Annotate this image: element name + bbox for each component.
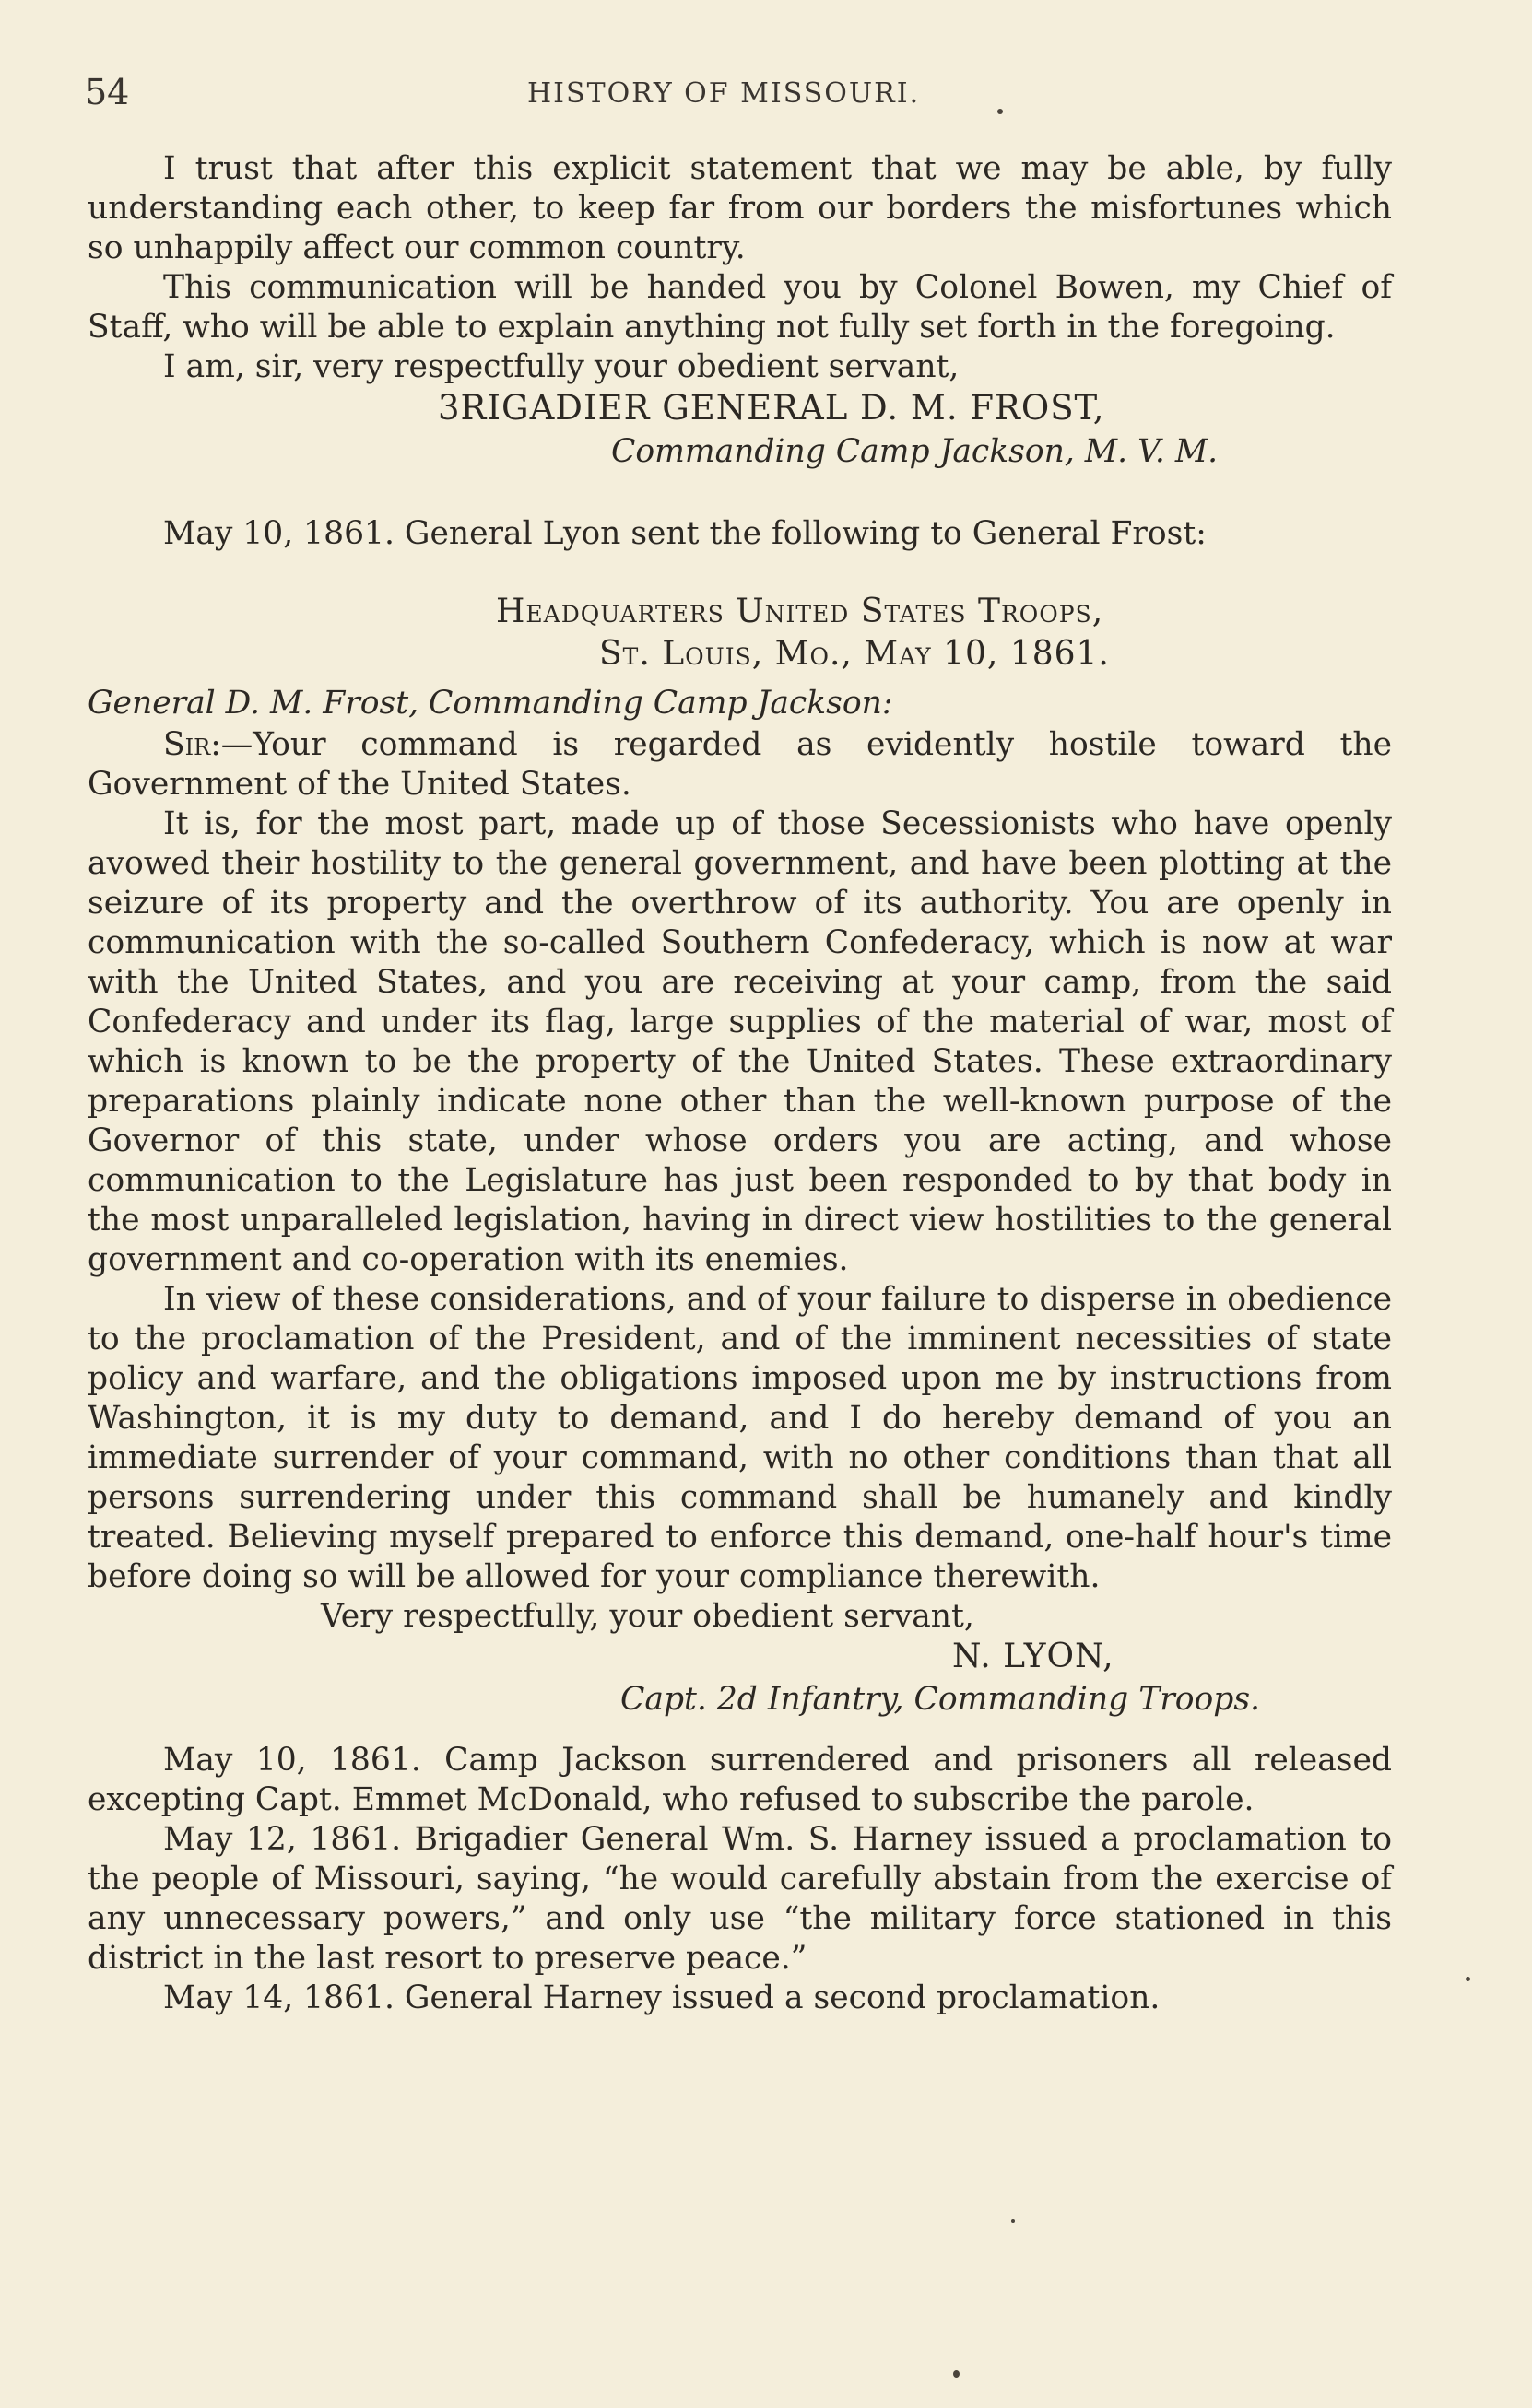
lyon-closing: Very respectfully, your obedient servant, — [321, 1598, 974, 1635]
page-header — [85, 72, 1394, 127]
chronology-entry-3: May 14, 1861. General Harney issued a second proclamation. — [163, 1979, 1161, 2016]
spacer — [88, 474, 1392, 514]
lyon-paragraph-3: In view of these considerations, and of your failure to disperse in obedience to the proclamation of the President, and of the imminent necessities of state policy and warfare, and the obligations imposed upon me by instructions from Washington, it is my duty to demand, and I do hereby demand of you an immediate surrender of your command, with no other conditions than that all persons surrendering under this command shall be humanely and kindly treated. Believing myself prepared to enforce this demand, one-half hour's time before doing so will be allowed for your compliance therewith. — [88, 1281, 1392, 1595]
chronology-entry-1: May 10, 1861. Camp Jackson surrendered and prisoners all released excepting Capt. Emmet McDonald, who refused to subscribe the parole. — [88, 1742, 1392, 1818]
frost-signature-name: 3RIGADIER GENERAL D. M. FROST, — [438, 388, 1105, 428]
sir-label: Sir — [163, 726, 211, 763]
lyon-signature-name: N. LYON, — [952, 1638, 1114, 1675]
letter-heading-line-2: St. Louis, Mo., May 10, 1861. — [599, 635, 1110, 673]
letter-heading-line-1: Headquarters United States Troops, — [496, 593, 1104, 630]
frost-paragraph-2: This communication will be handed you by Colonel Bowen, my Chief of Staff, who will be able to explain anything not fully set forth in the foregoing. — [88, 269, 1392, 346]
letter-salutation: General D. M. Frost, Commanding Camp Jackson: — [88, 685, 893, 722]
speck — [1011, 2219, 1015, 2223]
intro-entry: May 10, 1861. General Lyon sent the following to General Frost: — [163, 515, 1207, 552]
page-number: 54 — [85, 72, 130, 112]
spacer — [88, 554, 1392, 591]
frost-closing: I am, sir, very respectfully your obedient servant, — [163, 348, 960, 385]
frost-paragraph-1: I trust that after this explicit statement that we may be able, by fully understanding each other, to keep far from our borders the misfortunes which so unhappily affect our common country. — [88, 150, 1392, 266]
speck — [1466, 1977, 1470, 1981]
speck — [953, 2370, 960, 2378]
chronology-entry-2: May 12, 1861. Brigadier General Wm. S. Harney issued a proclamation to the people of Missouri, saying, “he would carefully abstain from the exercise of any unnecessary powers,” and only use “the military force stationed in this district in the last resort to preserve peace.” — [88, 1821, 1392, 1977]
page-body — [88, 149, 1392, 2018]
lyon-paragraph-1 — [88, 725, 1392, 805]
lyon-signature-title: Capt. 2d Infantry, Commanding Troops. — [620, 1681, 1261, 1718]
lyon-paragraph-2: It is, for the most part, made up of those Secessionists who have openly avowed their hostility to the general government, and have been plotting at the seizure of its property and the overthrow of its authority. You are openly in communication with the so-called Southern Confederacy, which is now at war with the United States, and you are receiving at your camp, from the said Confederacy and under its flag, large supplies of the material of war, most of which is known to be the property of the United States. These extraordinary preparations plainly indicate none other than the well-known purpose of the Governor of this state, under whose orders you are acting, and whose communication to the Legislature has just been responded to by that body in the most unparalleled legislation, having in direct view hostilities to the general government and co-operation with its enemies. — [88, 805, 1392, 1278]
frost-signature-title: Commanding Camp Jackson, M. V. M. — [611, 433, 1219, 470]
spacer — [88, 1722, 1392, 1741]
lyon-paragraph-1-text: :—Your command is regarded as evidently hostile toward the Government of the United States. — [88, 726, 1392, 803]
running-head: HISTORY OF MISSOURI. — [527, 77, 921, 110]
speck — [997, 109, 1003, 114]
